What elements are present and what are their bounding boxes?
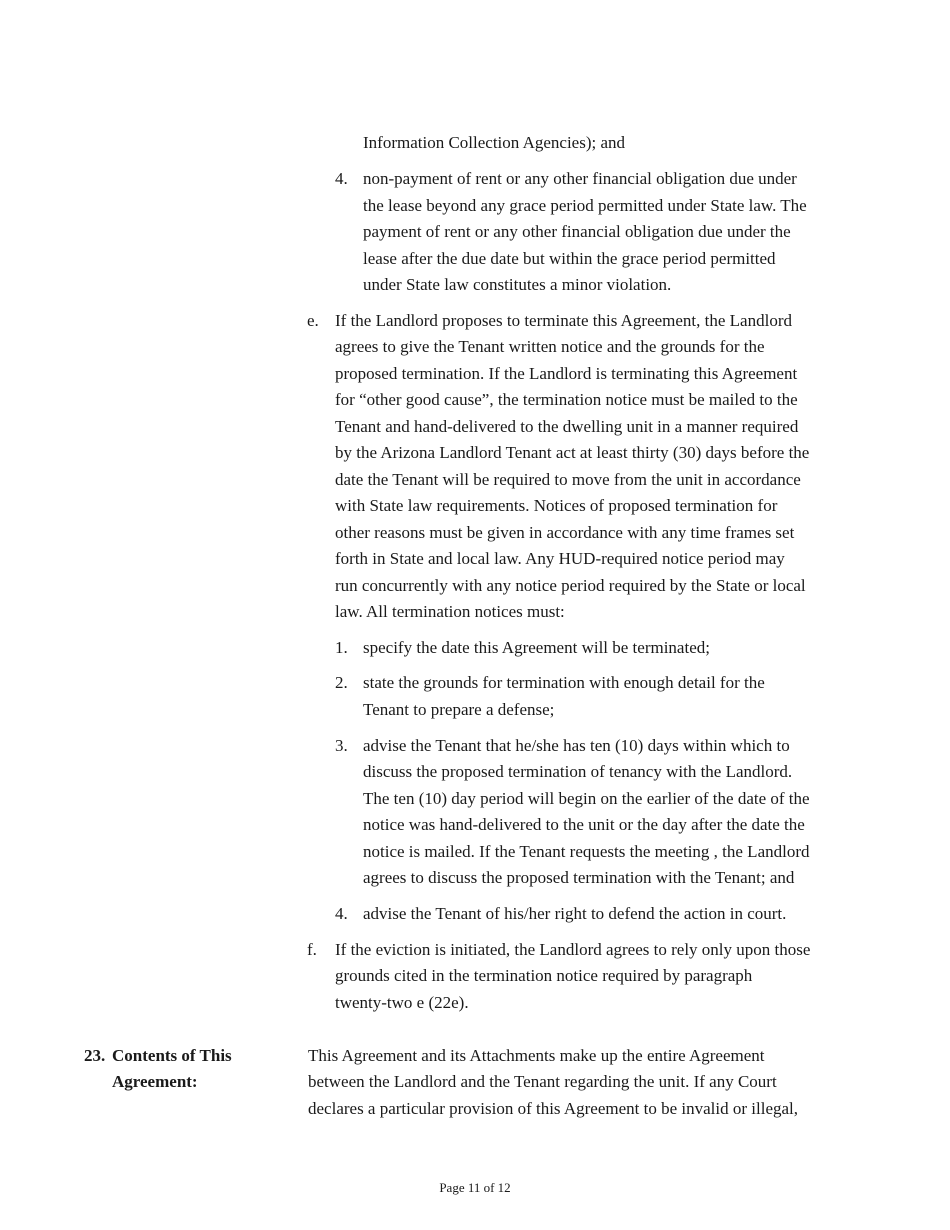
list-marker: 1. xyxy=(335,638,348,657)
list-item-line: the lease beyond any grace period permitted under State law. The xyxy=(363,196,807,215)
continuation-line: Information Collection Agencies); and xyxy=(363,133,626,152)
paragraph-line: date the Tenant will be required to move from the unit in accordance xyxy=(335,470,801,489)
paragraph-line: Tenant and hand-delivered to the dwelling unit in a manner required xyxy=(335,417,799,436)
list-item-line: notice is mailed. If the Tenant requests the meeting , the Landlord xyxy=(363,842,810,861)
paragraph-line: If the Landlord proposes to terminate this Agreement, the Landlord xyxy=(335,311,792,330)
paragraph-line: grounds cited in the termination notice required by paragraph xyxy=(335,966,753,985)
list-item-line: notice was hand-delivered to the unit or the day after the date the xyxy=(363,815,805,834)
paragraph-line: twenty-two e (22e). xyxy=(335,993,469,1012)
list-item-line: non-payment of rent or any other financial obligation due under xyxy=(363,169,797,188)
section-body-line: between the Landlord and the Tenant regarding the unit. If any Court xyxy=(308,1072,777,1091)
list-item-line: lease after the due date but within the grace period permitted xyxy=(363,249,776,268)
list-item-line: discuss the proposed termination of tenancy with the Landlord. xyxy=(363,762,793,781)
list-item-line: under State law constitutes a minor violation. xyxy=(363,275,672,294)
section-body-line: This Agreement and its Attachments make up the entire Agreement xyxy=(308,1046,765,1065)
list-item-line: Tenant to prepare a defense; xyxy=(363,700,555,719)
list-item-line: advise the Tenant that he/she has ten (10) days within which to xyxy=(363,736,790,755)
list-item-line: agrees to discuss the proposed termination with the Tenant; and xyxy=(363,868,795,887)
paragraph-line: other reasons must be given in accordance with any time frames set xyxy=(335,523,795,542)
list-item-line: payment of rent or any other financial obligation due under the xyxy=(363,222,791,241)
page-number: Page 11 of 12 xyxy=(439,1180,511,1195)
paragraph-marker: e. xyxy=(307,311,319,330)
list-item-line: The ten (10) day period will begin on the earlier of the date of the xyxy=(363,789,810,808)
section-heading: Contents of This xyxy=(112,1046,232,1065)
list-item-line: advise the Tenant of his/her right to defend the action in court. xyxy=(363,904,787,923)
paragraph-line: run concurrently with any notice period required by the State or local xyxy=(335,576,806,595)
paragraph-line: law. All termination notices must: xyxy=(335,602,565,621)
list-item-line: specify the date this Agreement will be terminated; xyxy=(363,638,710,657)
list-marker: 4. xyxy=(335,904,348,923)
paragraph-marker: f. xyxy=(307,940,317,959)
paragraph-line: agrees to give the Tenant written notice and the grounds for the xyxy=(335,337,765,356)
list-marker: 3. xyxy=(335,736,348,755)
section-body-line: declares a particular provision of this Agreement to be invalid or illegal, xyxy=(308,1099,799,1118)
section-heading: Agreement: xyxy=(112,1072,198,1091)
list-item-line: state the grounds for termination with enough detail for the xyxy=(363,673,765,692)
paragraph-line: with State law requirements. Notices of proposed termination for xyxy=(335,496,778,515)
paragraph-line: proposed termination. If the Landlord is terminating this Agreement xyxy=(335,364,798,383)
paragraph-line: If the eviction is initiated, the Landlord agrees to rely only upon those xyxy=(335,940,811,959)
paragraph-line: by the Arizona Landlord Tenant act at least thirty (30) days before the xyxy=(335,443,810,462)
list-marker: 4. xyxy=(335,169,348,188)
section-number: 23. xyxy=(84,1046,106,1065)
paragraph-line: for “other good cause”, the termination notice must be mailed to the xyxy=(335,390,798,409)
paragraph-line: forth in State and local law. Any HUD-required notice period may xyxy=(335,549,785,568)
list-marker: 2. xyxy=(335,673,348,692)
